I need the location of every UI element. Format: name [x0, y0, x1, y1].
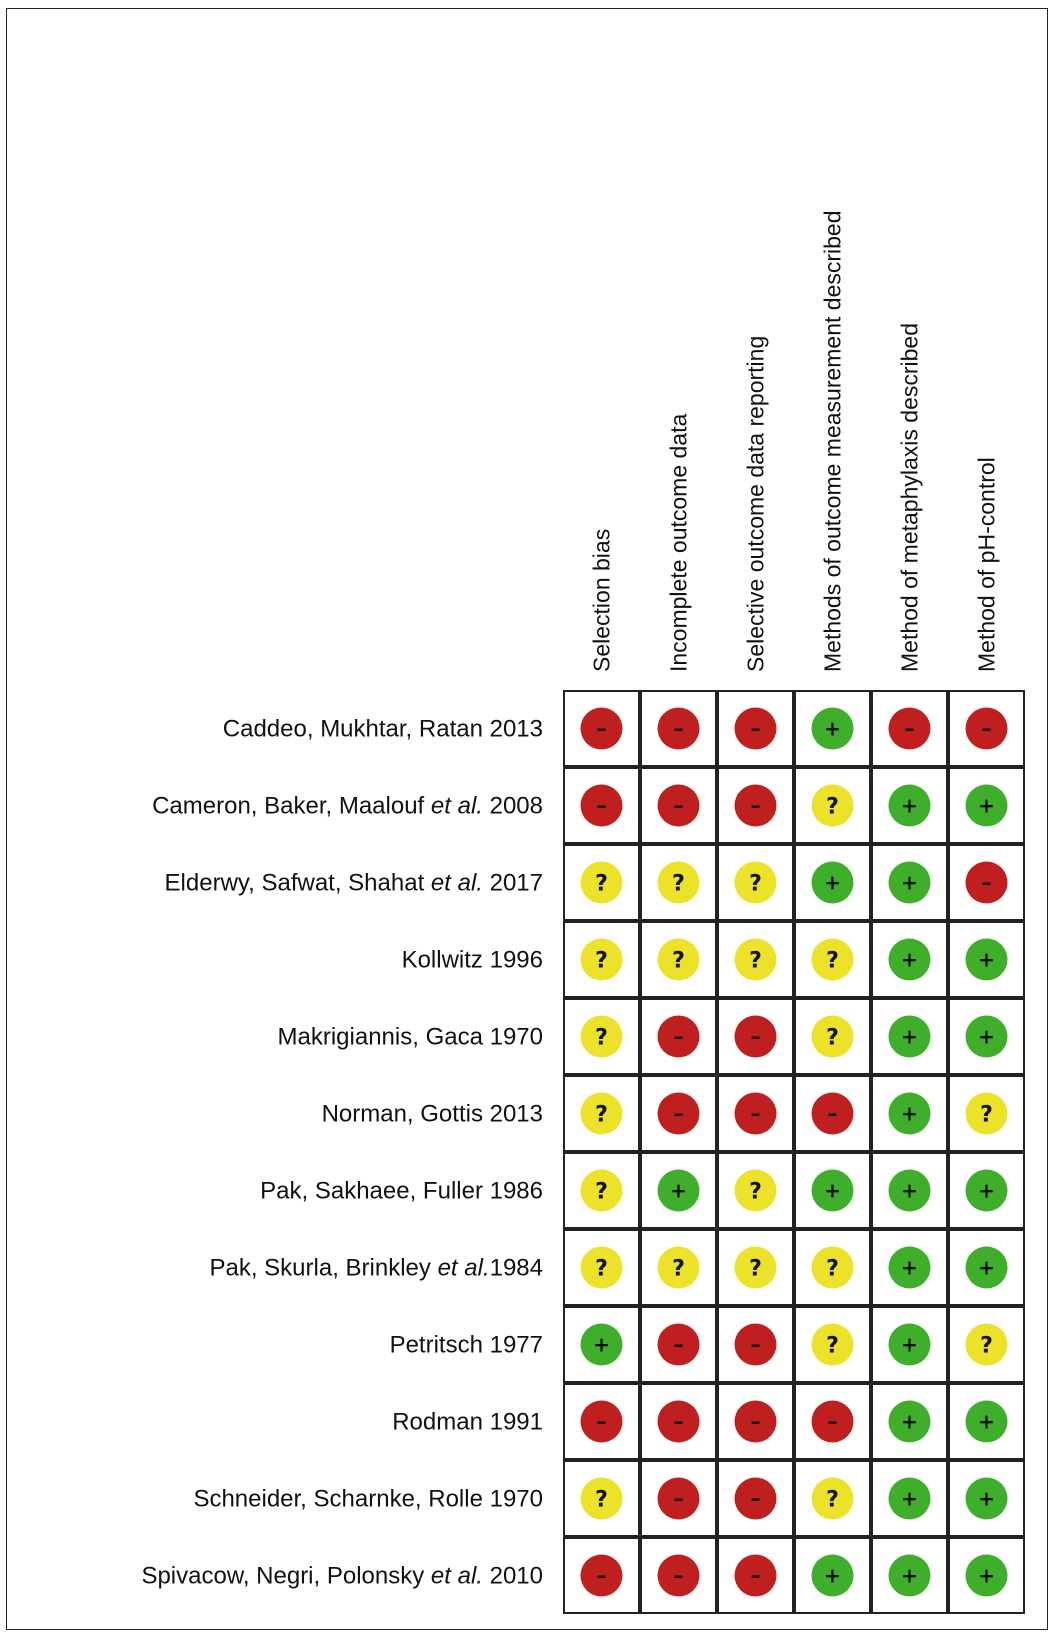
- rating-symbol: ?: [672, 1256, 685, 1282]
- column-header: Method of pH-control: [973, 457, 1000, 672]
- rating-symbol: +: [901, 947, 918, 972]
- rating-symbol: ?: [826, 794, 839, 820]
- study-label: Petritsch 1977: [389, 1331, 543, 1359]
- rating-symbol: ?: [826, 948, 839, 974]
- rating-symbol: ?: [826, 1487, 839, 1513]
- study-label: Schneider, Scharnke, Rolle 1970: [193, 1485, 543, 1513]
- rating-symbol: –: [596, 1563, 607, 1588]
- rating-symbol: +: [901, 1101, 918, 1126]
- rating-symbol: +: [978, 1563, 995, 1588]
- rating-symbol: ?: [826, 1025, 839, 1051]
- column-header: Methods of outcome measurement described: [819, 210, 846, 672]
- rating-symbol: ?: [980, 1102, 993, 1128]
- rating-symbol: +: [670, 1178, 687, 1203]
- rating-symbol: +: [901, 1563, 918, 1588]
- rating-symbol: –: [673, 1409, 684, 1434]
- rating-symbol: –: [673, 1486, 684, 1511]
- rating-symbol: –: [904, 716, 915, 741]
- rating-symbol: +: [824, 716, 841, 741]
- column-header: Method of metaphylaxis described: [896, 322, 923, 672]
- study-label: Pak, Sakhaee, Fuller 1986: [260, 1177, 543, 1205]
- rating-symbol: +: [593, 1332, 610, 1357]
- rating-symbol: –: [750, 793, 761, 818]
- rating-symbol: +: [978, 1024, 995, 1049]
- rating-symbol: +: [978, 1255, 995, 1280]
- rating-symbol: –: [750, 1101, 761, 1126]
- rating-symbol: –: [981, 716, 992, 741]
- rating-symbol: +: [901, 870, 918, 895]
- rating-symbol: +: [824, 1563, 841, 1588]
- column-header: Selection bias: [588, 528, 615, 672]
- rating-symbol: ?: [749, 1256, 762, 1282]
- rating-symbol: ?: [980, 1333, 993, 1359]
- rating-symbol: –: [827, 1101, 838, 1126]
- rating-symbol: –: [673, 1563, 684, 1588]
- rating-symbol: –: [673, 1332, 684, 1357]
- rating-symbol: –: [673, 1024, 684, 1049]
- rating-symbol: ?: [749, 1179, 762, 1205]
- rating-symbol: ?: [595, 948, 608, 974]
- rating-symbol: ?: [595, 1487, 608, 1513]
- study-label: Pak, Skurla, Brinkley et al.1984: [209, 1254, 543, 1282]
- rating-symbol: +: [824, 870, 841, 895]
- study-label: Rodman 1991: [392, 1408, 543, 1436]
- rating-symbol: –: [981, 870, 992, 895]
- rating-symbol: –: [596, 1409, 607, 1434]
- rating-symbol: –: [750, 716, 761, 741]
- rating-symbol: +: [901, 1332, 918, 1357]
- rating-symbol: –: [750, 1563, 761, 1588]
- rating-symbol: ?: [749, 871, 762, 897]
- rating-symbol: +: [978, 1409, 995, 1434]
- rating-symbol: ?: [672, 948, 685, 974]
- study-label: Caddeo, Mukhtar, Ratan 2013: [222, 715, 543, 743]
- rating-symbol: +: [901, 1409, 918, 1434]
- column-header: Incomplete outcome data: [665, 413, 692, 672]
- rating-symbol: +: [901, 1024, 918, 1049]
- rating-symbol: +: [901, 1255, 918, 1280]
- rating-symbol: –: [596, 793, 607, 818]
- rating-symbol: –: [673, 793, 684, 818]
- rating-symbol: +: [901, 1486, 918, 1511]
- study-label: Kollwitz 1996: [401, 946, 543, 974]
- rating-symbol: +: [978, 1178, 995, 1203]
- column-header: Selective outcome data reporting: [742, 335, 769, 672]
- study-label: Norman, Gottis 2013: [321, 1100, 543, 1128]
- rating-symbol: –: [673, 1101, 684, 1126]
- rating-symbol: –: [750, 1486, 761, 1511]
- rating-symbol: –: [827, 1409, 838, 1434]
- rating-symbol: ?: [595, 1025, 608, 1051]
- rating-symbol: +: [978, 1486, 995, 1511]
- rating-symbol: ?: [826, 1333, 839, 1359]
- rating-symbol: –: [673, 716, 684, 741]
- rating-symbol: +: [978, 793, 995, 818]
- rating-symbol: ?: [595, 1256, 608, 1282]
- rating-symbol: ?: [595, 1102, 608, 1128]
- rating-symbol: –: [750, 1409, 761, 1434]
- study-label: Cameron, Baker, Maalouf et al. 2008: [152, 792, 543, 820]
- rating-symbol: +: [901, 793, 918, 818]
- study-label: Spivacow, Negri, Polonsky et al. 2010: [141, 1562, 543, 1590]
- rating-symbol: +: [901, 1178, 918, 1203]
- rating-symbol: +: [824, 1178, 841, 1203]
- rating-symbol: –: [750, 1024, 761, 1049]
- rating-symbol: +: [978, 947, 995, 972]
- rating-symbol: –: [750, 1332, 761, 1357]
- rating-symbol: ?: [672, 871, 685, 897]
- study-label: Elderwy, Safwat, Shahat et al. 2017: [164, 869, 543, 897]
- study-label: Makrigiannis, Gaca 1970: [277, 1023, 543, 1051]
- rating-symbol: ?: [595, 871, 608, 897]
- rating-symbol: –: [596, 716, 607, 741]
- rating-symbol: ?: [595, 1179, 608, 1205]
- rating-symbol: ?: [749, 948, 762, 974]
- rating-symbol: ?: [826, 1256, 839, 1282]
